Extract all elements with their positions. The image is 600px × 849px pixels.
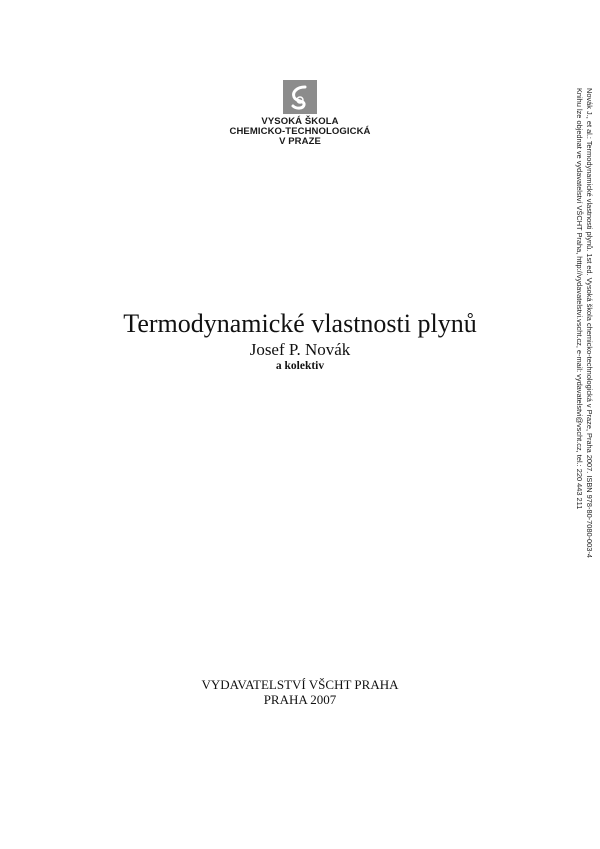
school-name-line-2: CHEMICKO-TECHNOLOGICKÁ [229,126,371,137]
school-name-line-3: V PRAZE [279,136,321,147]
ordering-note: Knihu lze objednat ve vydavatelství VŠCHT Praha, http://vydavatelstvi.vscht.cz, e-mail: vydavatelstvi@vscht.cz, tel.: 220 443 211 [575,88,584,510]
citation-note: Novák J., et al.: Termodynamické vlastnosti plynů. 1st ed. Vysoká škola chemicko-technologická v Praze, Praha 2007. ISBN 978-80-7080-003-4 [585,88,594,558]
school-name-line-1: VYSOKÁ ŠKOLA [261,116,339,127]
publisher-name: VYDAVATELSTVÍ VŠCHT PRAHA [201,677,399,692]
school-emblem-icon [283,80,317,114]
author-note: a kolektiv [275,360,325,372]
author-name: Josef P. Novák [249,340,351,359]
publication-place-year: PRAHA 2007 [263,692,337,707]
book-title: Termodynamické vlastnosti plynů [123,309,477,338]
